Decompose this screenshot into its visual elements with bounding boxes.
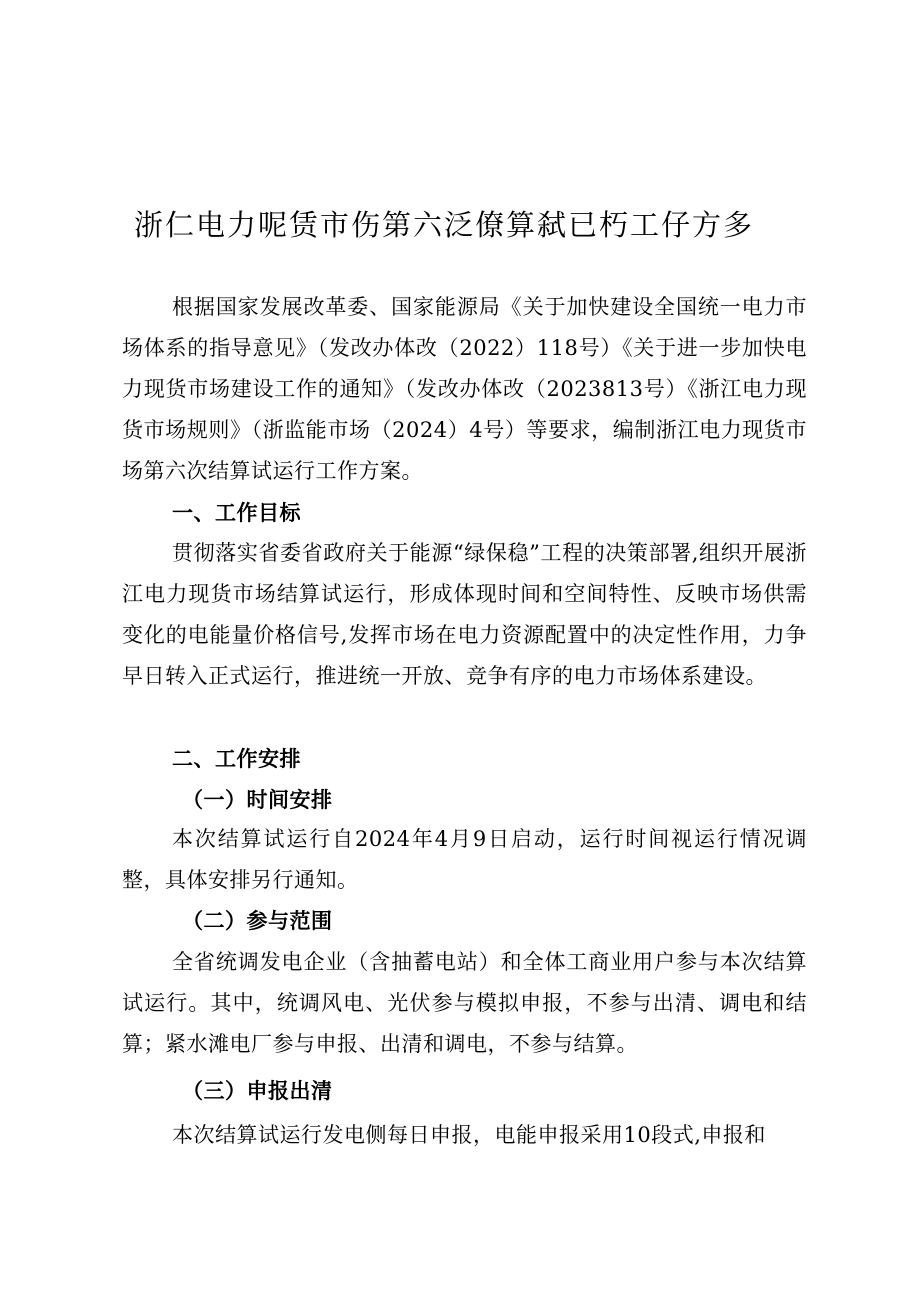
subsection-heading-bidding: （三）申报出清 — [182, 1079, 333, 1103]
subsection-heading-schedule: （一）时间安排 — [182, 788, 333, 812]
section-heading-arrangement: 二、工作安排 — [172, 747, 301, 771]
bidding-paragraph: 本次结算试运行发电侧每日申报，电能申报采用10段式,申报和 — [172, 1123, 766, 1147]
intro-paragraph: 根据国家发展改革委、国家能源局《关于加快建设全国统一电力市场体系的指导意见》（发改办体改（2022）118号）《关于进一步加快电力现货市场建设工作的通知》（发改办体改（2023813号）《浙江电力现货市场规则》（浙监能市场（2024）4号）等要求，编制浙江电力现货市场第六次结算试运行工作方案。 — [122, 295, 807, 483]
subsection-heading-scope: （二）参与范围 — [182, 909, 333, 933]
scope-paragraph: 全省统调发电企业（含抽蓄电站）和全体工商业用户参与本次结算试运行。其中，统调风电、光伏参与模拟申报，不参与出清、调电和结算；紧水滩电厂参与申报、出清和调电，不参与结算。 — [122, 950, 807, 1056]
schedule-paragraph: 本次结算试运行自2024年4月9日启动，运行时间视运行情况调整，具体安排另行通知。 — [122, 827, 807, 892]
section-heading-goals: 一、工作目标 — [172, 501, 301, 525]
goals-paragraph: 贯彻落实省委省政府关于能源“绿保稳”工程的决策部署,组织开展浙江电力现货市场结算试运行，形成体现时间和空间特性、反映市场供需变化的电能量价格信号,发挥市场在电力资源配置中的决定性作用，力争早日转入正式运行，推进统一开放、竞争有序的电力市场体系建设。 — [122, 541, 807, 688]
document-title: 浙仁电力呢赁市伤第六泛僚算弑已朽工仔方多 — [134, 208, 755, 242]
